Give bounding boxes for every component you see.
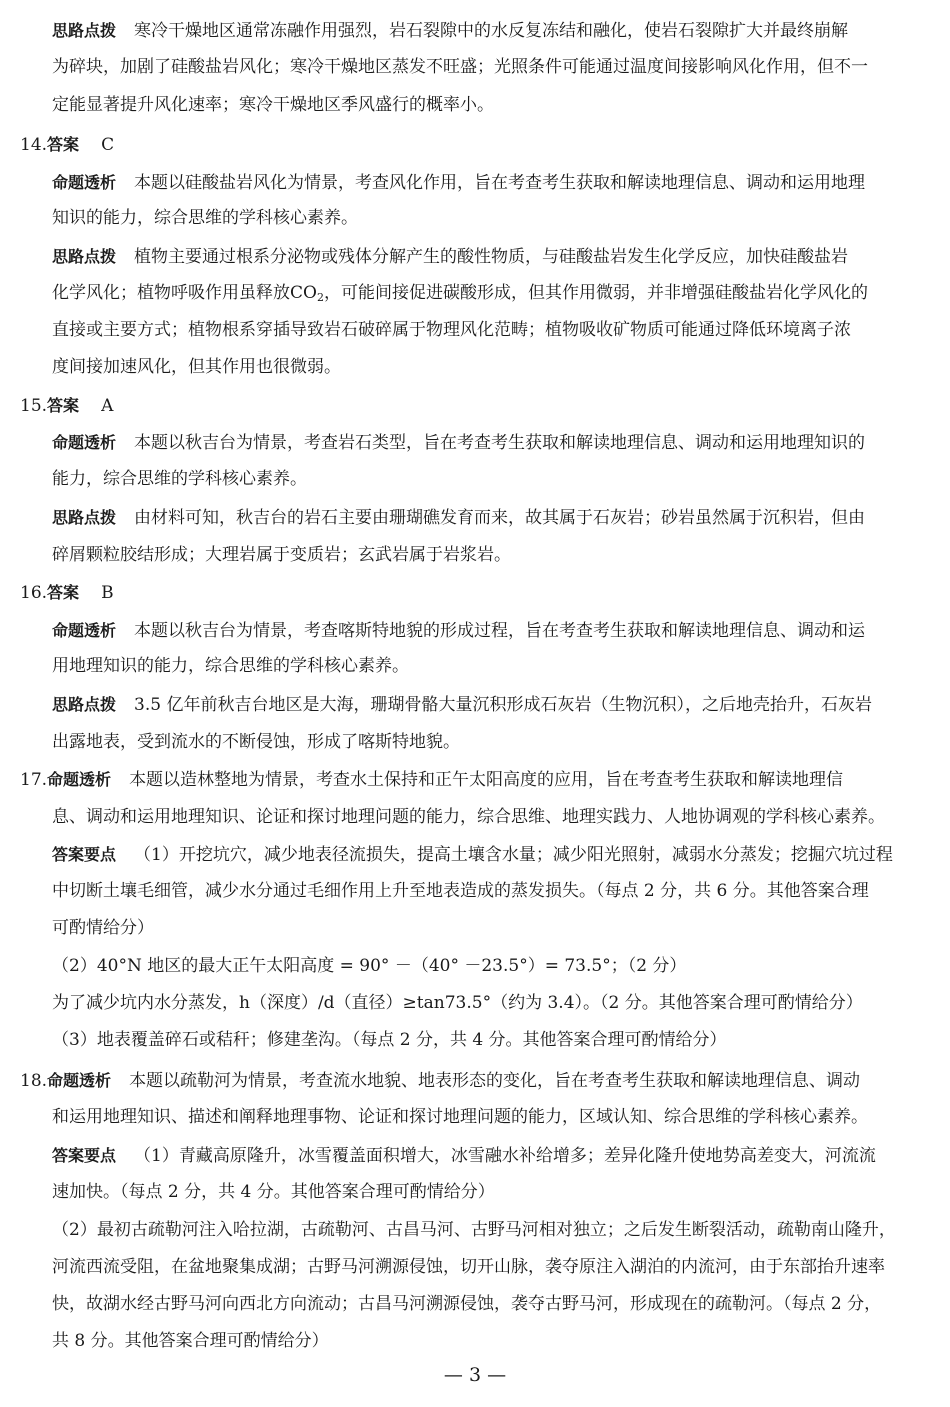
q17-daan-line-5: 为了减少坑内水分蒸发，h（深度）/d（直径）≥tan73.5°（约为 3.4）。（2 分。其他答案合理可酌情给分） [52, 993, 863, 1013]
question-number: 17. [20, 770, 48, 790]
q17-mingti-line-2: 息、调动和运用地理知识、论证和探讨地理问题的能力，综合思维、地理实践力、人地协调观的学科核心素养。 [52, 807, 885, 827]
answer-label: 答案 [47, 396, 80, 415]
mingti-label: 命题透析 [52, 173, 117, 192]
q15-mingti-line-2: 能力，综合思维的学科核心素养。 [52, 469, 307, 489]
q18-mingti-line-1: 18.命题透析 本题以疏勒河为情景，考查流水地貌、地表形态的变化，旨在考查考生获取和解读地理信息、调动 [20, 1071, 861, 1091]
siwei-label: 思路点拨 [52, 508, 117, 527]
mingti-label: 命题透析 [52, 433, 117, 452]
q16-answer-line [0, 574, 950, 611]
q18-daan-line-2: 速加快。（每点 2 分，共 4 分。其他答案合理可酌情给分） [52, 1182, 495, 1202]
q18-daan-line-3: （2）最初古疏勒河注入哈拉湖，古疏勒河、古昌马河、古野马河相对独立；之后发生断裂活动，疏勒南山隆升， [52, 1220, 896, 1240]
q14-siwei-line-2: 化学风化；植物呼吸作用虽释放$CO_2$，可能间接促进碳酸形成，但其作用微弱，并非增强硅酸盐岩化学风化的 [52, 283, 868, 304]
q16-mingti-line-1: 命题透析 本题以秋吉台为情景，考查喀斯特地貌的形成过程，旨在考查考生获取和解读地理信息、调动和运 [52, 621, 866, 641]
question-number: 15. [20, 396, 48, 416]
q14-answer-line [0, 126, 950, 163]
answer-value: B [101, 583, 114, 603]
siwei-label: 思路点拨 [52, 695, 117, 714]
q18-mingti-line-2: 和运用地理知识、描述和阐释地理事物、论证和探讨地理问题的能力，区域认知、综合思维的学科核心素养。 [52, 1107, 868, 1127]
q17-daan-line-6: （3）地表覆盖碎石或秸秆；修建垄沟。（每点 2 分，共 4 分。其他答案合理可酌情给分） [52, 1030, 727, 1050]
q13-siwei-line-2: 为碎块，加剧了硅酸盐岩风化；寒冷干燥地区蒸发不旺盛；光照条件可能通过温度间接影响风化作用，但不一 [52, 57, 868, 77]
q16-siwei-line-2: 出露地表，受到流水的不断侵蚀，形成了喀斯特地貌。 [52, 732, 460, 752]
q16-siwei-line-1: 思路点拨 3.5 亿年前秋吉台地区是大海，珊瑚骨骼大量沉积形成石灰岩（生物沉积），之后地壳抬升，石灰岩 [52, 695, 872, 715]
mingti-label: 命题透析 [52, 621, 117, 640]
q14-mingti-line-2: 知识的能力，综合思维的学科核心素养。 [52, 208, 358, 228]
co2-formula: $CO_2$ [290, 283, 324, 304]
daan-label: 答案要点 [52, 845, 117, 864]
q17-daan-line-4: （2）40°N 地区的最大正午太阳高度 = 90° －（40° －23.5°）= 73.5°；（2 分） [52, 956, 687, 976]
answer-value: A [101, 396, 114, 416]
q18-daan-line-4: 河流西流受阻，在盆地聚集成湖；古野马河溯源侵蚀，切开山脉，袭夺原注入湖泊的内流河，由于东部抬升速率 [52, 1257, 885, 1277]
q14-mingti-line-1: 命题透析 本题以硅酸盐岩风化为情景，考查风化作用，旨在考查考生获取和解读地理信息、调动和运用地理 [52, 173, 866, 193]
question-number: 16. [20, 583, 48, 603]
q13-siwei-line-3: 定能显著提升风化速率；寒冷干燥地区季风盛行的概率小。 [52, 95, 494, 115]
question-number: 14. [20, 135, 48, 155]
q15-answer-line [0, 387, 950, 424]
q17-daan-line-2: 中切断土壤毛细管，减少水分通过毛细作用上升至地表造成的蒸发损失。（每点 2 分，共 6 分。其他答案合理 [52, 881, 869, 901]
q14-siwei-line-1: 思路点拨 植物主要通过根系分泌物或残体分解产生的酸性物质，与硅酸盐岩发生化学反应，加快硅酸盐岩 [52, 247, 849, 267]
q17-mingti-line-1: 17.命题透析 本题以造林整地为情景，考查水土保持和正午太阳高度的应用，旨在考查考生获取和解读地理信 [20, 770, 844, 790]
q14-siwei-line-3: 直接或主要方式；植物根系穿插导致岩石破碎属于物理风化范畴；植物吸收矿物质可能通过降低环境离子浓 [52, 320, 851, 340]
mingti-label: 命题透析 [47, 1071, 112, 1090]
answer-value: C [101, 135, 115, 155]
question-number: 18. [20, 1071, 48, 1091]
siwei-label: 思路点拨 [52, 21, 117, 40]
q16-mingti-line-2: 用地理知识的能力，综合思维的学科核心素养。 [52, 656, 409, 676]
siwei-label: 思路点拨 [52, 247, 117, 266]
mingti-label: 命题透析 [47, 770, 112, 789]
q18-daan-line-1: 答案要点 （1）青藏高原隆升，冰雪覆盖面积增大，冰雪融水补给增多；差异化隆升使地势高差变大，河流流 [52, 1146, 876, 1166]
q15-siwei-line-2: 碎屑颗粒胶结形成；大理岩属于变质岩；玄武岩属于岩浆岩。 [52, 545, 511, 565]
q15-mingti-line-1: 命题透析 本题以秋吉台为情景，考查岩石类型，旨在考查考生获取和解读地理信息、调动和运用地理知识的 [52, 433, 866, 453]
daan-label: 答案要点 [52, 1146, 117, 1165]
answer-label: 答案 [47, 135, 80, 154]
q17-daan-line-1: 答案要点 （1）开挖坑穴，减少地表径流损失，提高土壤含水量；减少阳光照射，减弱水分蒸发；挖掘穴坑过程 [52, 845, 893, 865]
q13-siwei-line-1: 思路点拨 寒冷干燥地区通常冻融作用强烈，岩石裂隙中的水反复冻结和融化，使岩石裂隙扩大并最终崩解 [52, 21, 849, 41]
q18-daan-line-6: 共 8 分。其他答案合理可酌情给分） [52, 1331, 329, 1351]
q18-daan-line-5: 快，故湖水经古野马河向西北方向流动；古昌马河溯源侵蚀，袭夺古野马河，形成现在的疏勒河。（每点 2 分， [52, 1294, 882, 1314]
q14-siwei-line-4: 度间接加速风化，但其作用也很微弱。 [52, 357, 341, 377]
q17-daan-line-3: 可酌情给分） [52, 918, 154, 938]
page-number: — 3 — [443, 1364, 507, 1386]
q15-siwei-line-1: 思路点拨 由材料可知，秋吉台的岩石主要由珊瑚礁发育而来，故其属于石灰岩；砂岩虽然属于沉积岩，但由 [52, 508, 866, 528]
answer-label: 答案 [47, 583, 80, 602]
